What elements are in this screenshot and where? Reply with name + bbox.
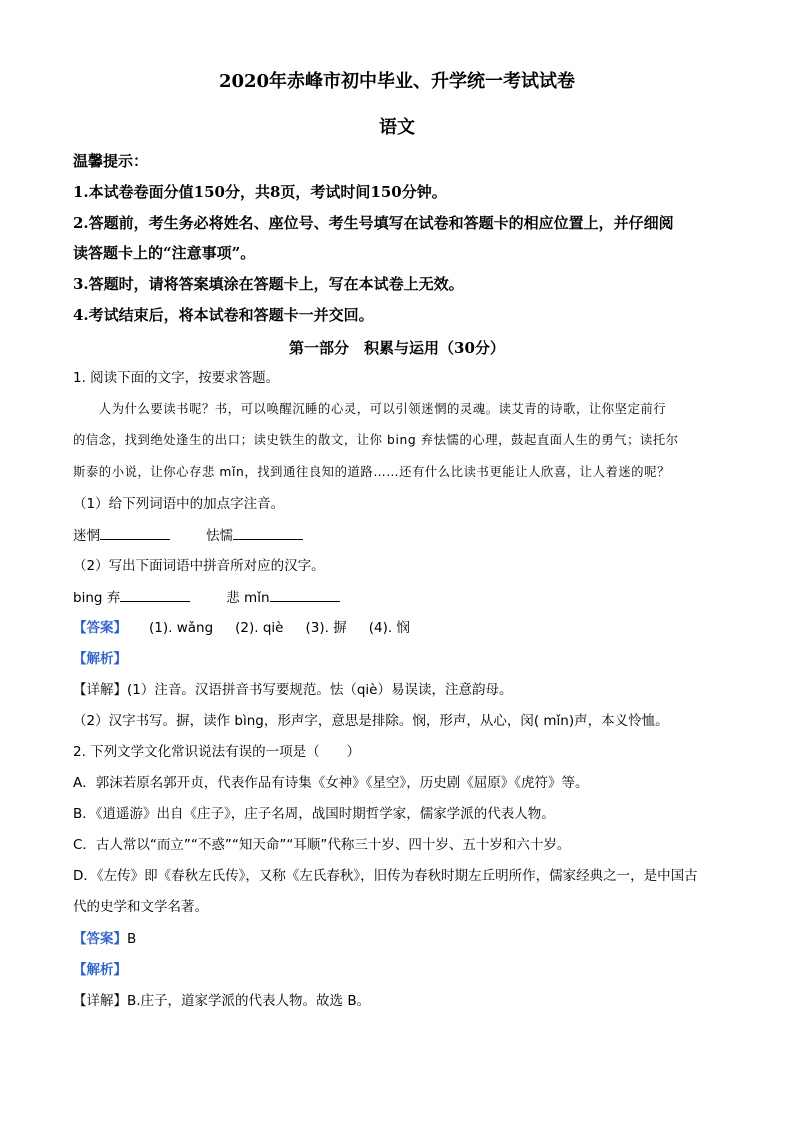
answer-item: (2). qiè — [235, 620, 284, 636]
option-c: C．古人常以“而立”“不惑”“知天命”“耳顺”代称三十岁、四十岁、五十岁和六十岁。 — [73, 837, 571, 853]
answer-blank[interactable] — [100, 525, 170, 540]
analysis-tag: 【解析】 — [73, 962, 127, 978]
question-2-stem: 2. 下列文学文化常识说法有误的一项是（ ） — [73, 744, 361, 760]
word-qie-nuo: 怯懦 — [206, 528, 233, 544]
hanzi-blanks-row — [73, 587, 744, 608]
q2-answer-row — [73, 929, 744, 949]
answer-item: (4). 悯 — [368, 620, 410, 636]
answer-value: B — [127, 931, 137, 947]
q1-answer-row — [73, 618, 744, 638]
question-1-stem: 1. 阅读下面的文字，按要求答题。 — [73, 370, 280, 386]
tip-item: 2.答题前，考生务必将姓名、座位号、考生号填写在试卷和答题卡的相应位置上，并仔细阅 — [73, 214, 674, 232]
section-title: 第一部分 积累与运用（30分） — [289, 339, 505, 357]
tip-item: 4.考试结束后，将本试卷和答题卡一并交回。 — [73, 306, 374, 324]
detail-tag: 【详解】 — [73, 993, 127, 1009]
tip-item: 1.本试卷卷面分值150分，共8页，考试时间150分钟。 — [73, 183, 447, 201]
word-bei-min: 悲 mǐn — [226, 590, 270, 606]
detail-text: B.庄子，道家学派的代表人物。故选 B。 — [127, 993, 371, 1009]
answer-blank[interactable] — [233, 525, 303, 540]
detail-text: (1）注音。汉语拼音书写要规范。怯（qiè）易误读，注意韵母。 — [127, 682, 513, 698]
answer-tag: 【答案】 — [73, 620, 127, 636]
q2-detail — [73, 991, 744, 1011]
q1-detail-1 — [73, 680, 744, 700]
passage-line: 人为什么要读书呢？书，可以唤醒沉睡的心灵，可以引领迷惘的灵魂。读艾青的诗歌，让你坚定前行 — [73, 402, 667, 416]
exam-title: 2020年赤峰市初中毕业、升学统一考试试卷 — [218, 71, 576, 92]
question-1-sub-1: （1）给下列词语中的加点字注音。 — [73, 496, 285, 512]
option-d-continued: 代的史学和文学名著。 — [73, 899, 208, 915]
passage-line: 斯泰的小说，让你心存悲 mǐn，找到通往良知的道路……还有什么比读书更能让人欣喜，让人着迷的呢？ — [73, 465, 670, 479]
detail-tag: 【详解】 — [73, 682, 127, 698]
answer-tag: 【答案】 — [73, 931, 127, 947]
answer-blank[interactable] — [120, 587, 190, 602]
exam-subtitle: 语文 — [379, 117, 415, 138]
pinyin-blanks-row — [73, 525, 744, 546]
answer-item: (1). wǎng — [149, 620, 214, 636]
option-d: D．《左传》即《春秋左氏传》，又称《左氏春秋》，旧传为春秋时期左丘明所作，儒家经典之一，是中国古 — [73, 868, 698, 884]
passage-line: 的信念，找到绝处逢生的出口；读史铁生的散文，让你 bing 弃怯懦的心理，鼓起直面人生的勇气；读托尔 — [73, 433, 679, 447]
question-1-sub-2: （2）写出下面词语中拼音所对应的汉字。 — [73, 558, 325, 574]
q1-detail-2: （2）汉字书写。摒，读作 bìng，形声字，意思是排除。悯，形声，从心，闵( mǐn)声，本义怜恤。 — [73, 713, 669, 729]
word-bing-qi: bing 弃 — [73, 590, 121, 606]
option-a: A．郭沫若原名郭开贞，代表作品有诗集《女神》《星空》，历史剧《屈原》《虎符》等。 — [73, 775, 589, 791]
tip-item: 3.答题时，请将答案填涂在答题卡上，写在本试卷上无效。 — [73, 275, 464, 293]
option-b: B．《逍遥游》出自《庄子》，庄子名周，战国时期哲学家，儒家学派的代表人物。 — [73, 806, 555, 822]
answer-blank[interactable] — [270, 587, 340, 602]
answer-item: (3). 摒 — [305, 620, 347, 636]
analysis-tag: 【解析】 — [73, 651, 127, 667]
tip-item: 读答题卡上的“注意事项”。 — [73, 244, 256, 262]
tips-heading: 温馨提示： — [73, 152, 149, 170]
word-mi-wang: 迷惘 — [73, 528, 100, 544]
